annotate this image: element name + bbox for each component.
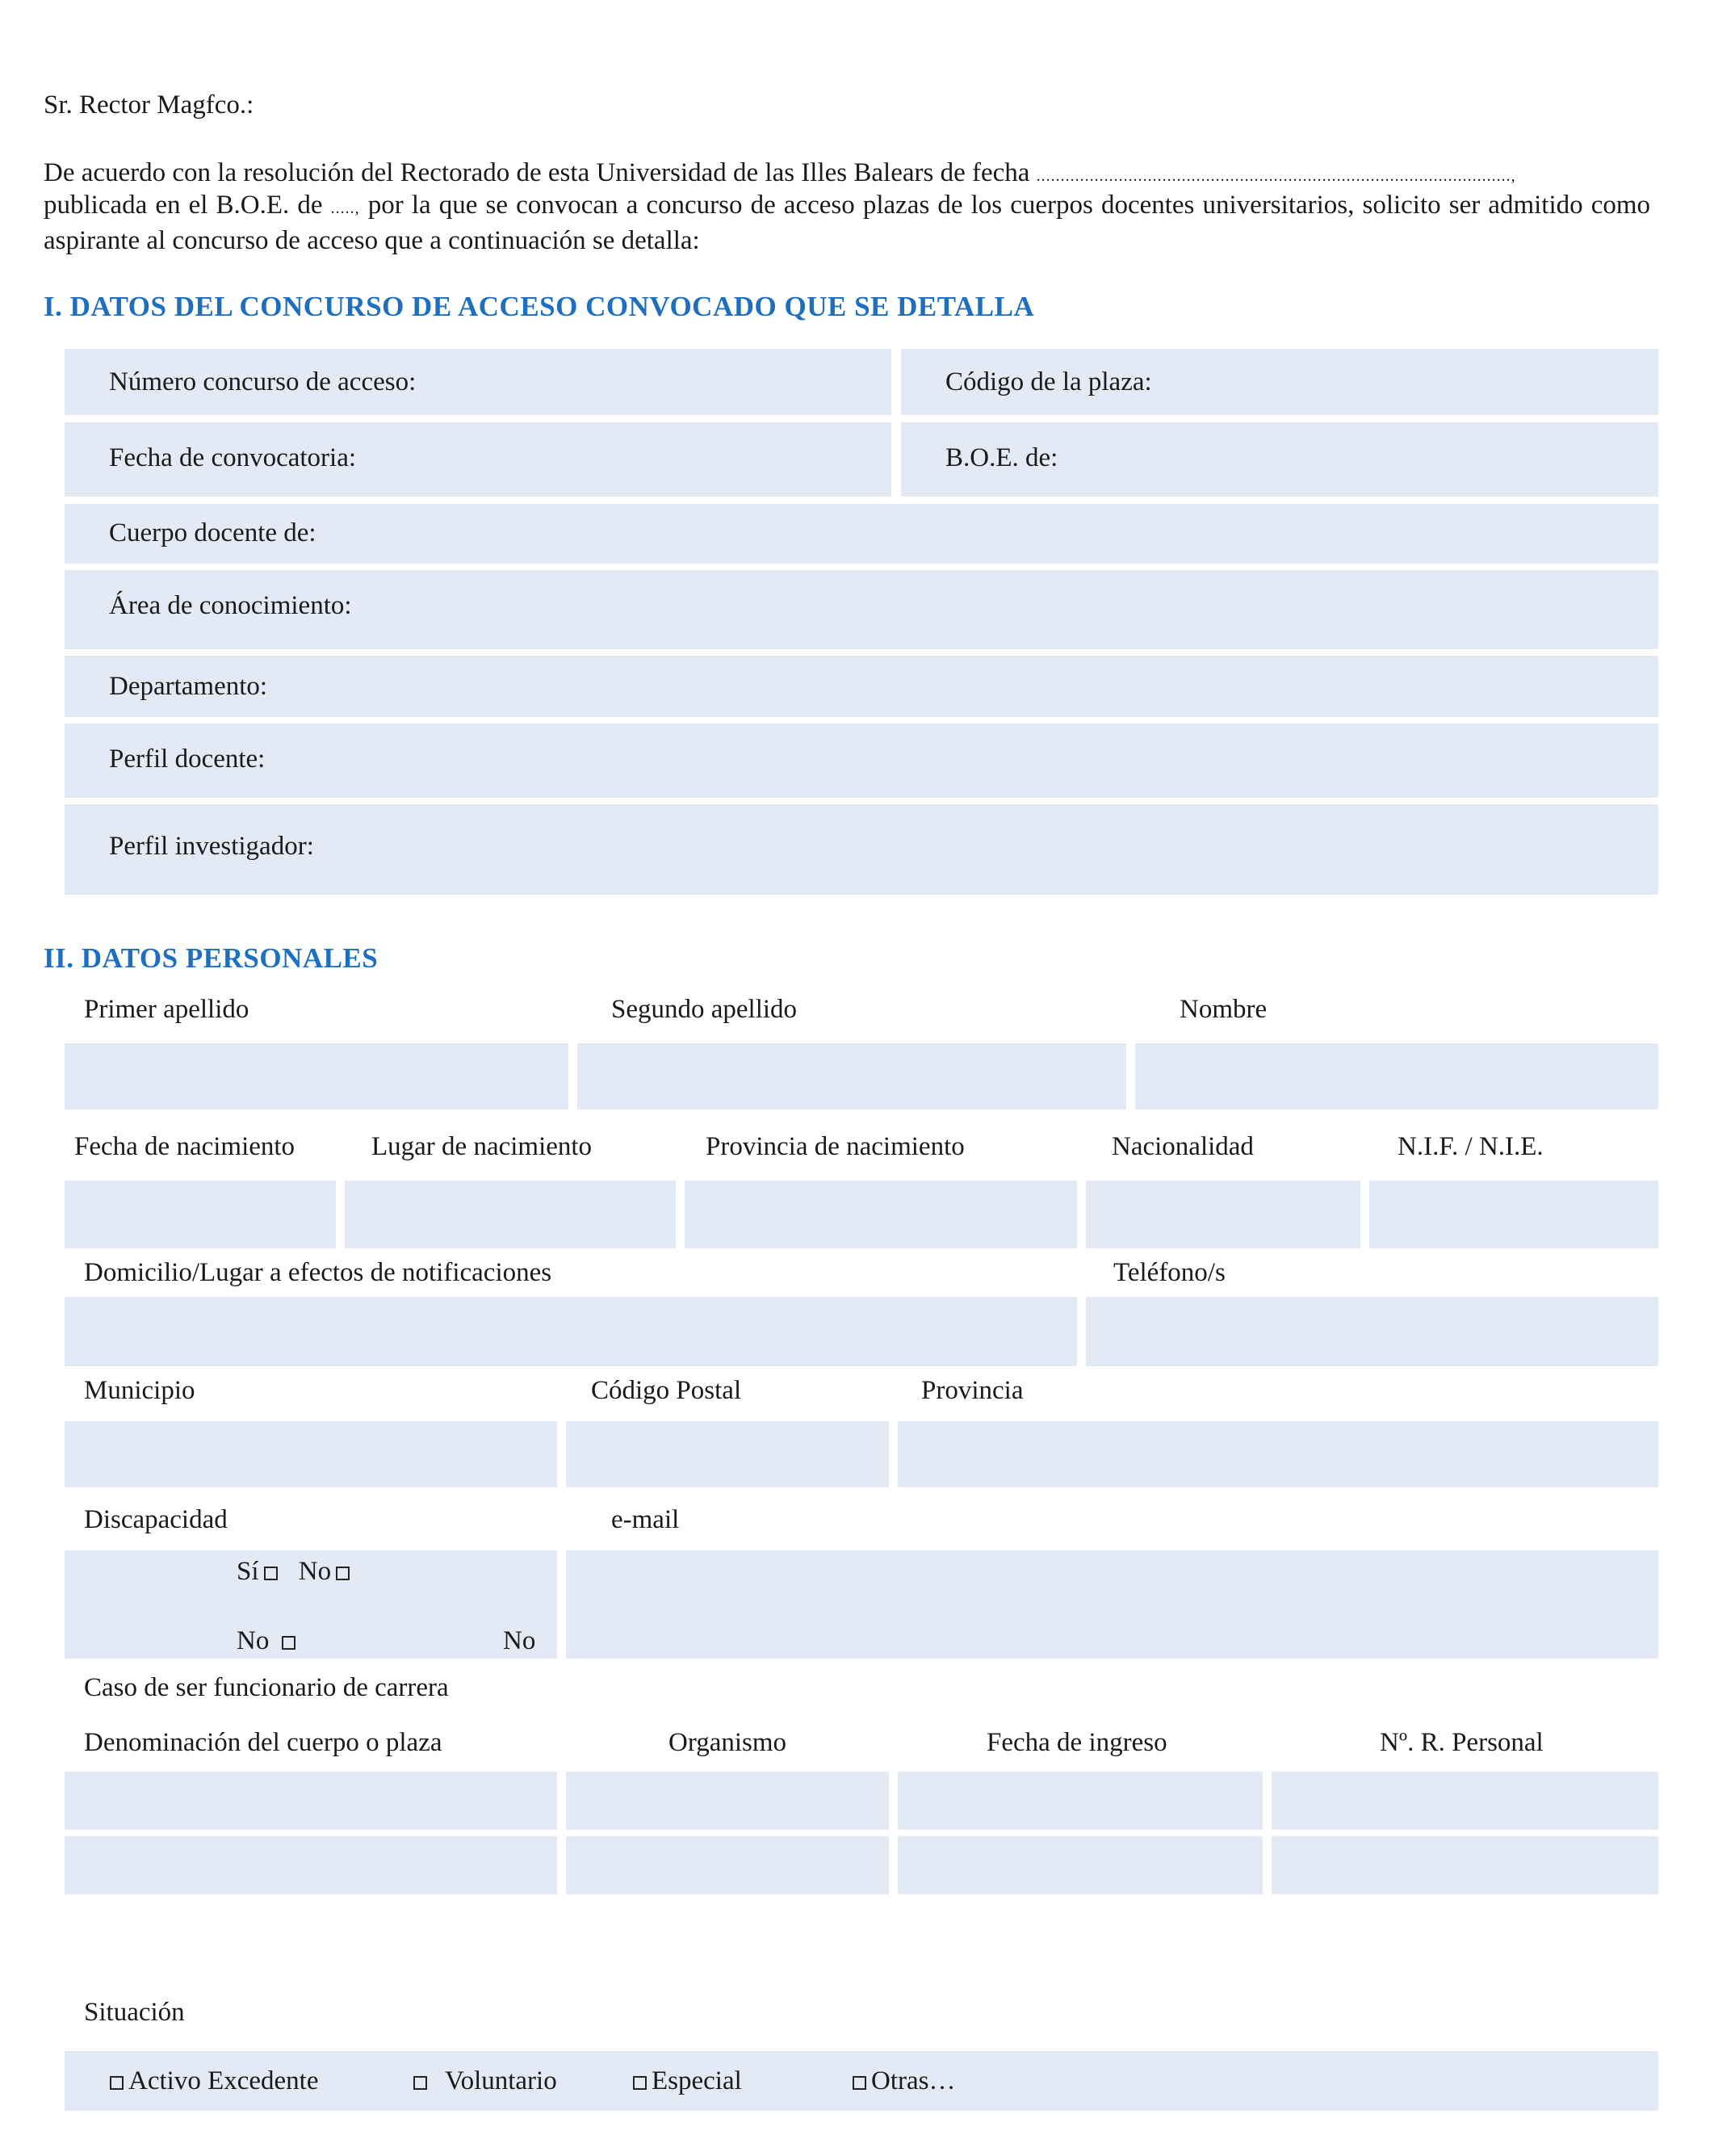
provincia-nacimiento-input[interactable] [685, 1181, 1077, 1248]
nro-personal-input-1[interactable] [1272, 1772, 1658, 1830]
primer-apellido-label: Primer apellido [84, 995, 249, 1024]
nro-personal-input-2[interactable] [1272, 1836, 1658, 1894]
lugar-nacimiento-input[interactable] [345, 1181, 676, 1248]
primer-apellido-input[interactable] [65, 1043, 568, 1109]
departamento-label: Departamento: [109, 672, 268, 701]
provincia-nacimiento-label: Provincia de nacimiento [706, 1132, 965, 1161]
domicilio-label: Domicilio/Lugar a efectos de notificaciones [84, 1258, 552, 1287]
letter-body-part1: De acuerdo con la resolución del Rectorado de esta Universidad de las Illes Balears de fecha [44, 158, 1030, 187]
telefono-input[interactable] [1086, 1297, 1658, 1366]
nombre-input[interactable] [1135, 1043, 1658, 1109]
fecha-nacimiento-label: Fecha de nacimiento [74, 1132, 295, 1161]
no-label: No [298, 1557, 332, 1586]
nro-personal-label: Nº. R. Personal [1380, 1728, 1544, 1757]
discapacidad-label: Discapacidad [84, 1505, 228, 1534]
fecha-ingreso-label: Fecha de ingreso [987, 1728, 1167, 1757]
telefono-label: Teléfono/s [1113, 1258, 1226, 1287]
nacionalidad-label: Nacionalidad [1112, 1132, 1254, 1161]
si-label: Sí [237, 1557, 259, 1586]
otras-label: Otras… [871, 2066, 956, 2095]
letter-body-part3: por la que se convocan a concurso de acceso plazas de los cuerpos docentes universitarios, solicito ser admitido como aspirante al concurso de acceso que a continuación se detalla: [44, 191, 1651, 255]
fecha-ingreso-input-2[interactable] [898, 1836, 1263, 1894]
cuerpo-docente-label: Cuerpo docente de: [109, 518, 316, 547]
perfil-investigador-field[interactable] [65, 804, 1658, 895]
nif-nie-input[interactable] [1369, 1181, 1658, 1248]
codigo-postal-input[interactable] [566, 1421, 889, 1487]
no-checkbox[interactable] [336, 1567, 350, 1580]
codigo-plaza-label: Código de la plaza: [945, 367, 1152, 396]
domicilio-input[interactable] [65, 1297, 1077, 1366]
boe-label: B.O.E. de: [945, 443, 1058, 472]
codigo-plaza-field[interactable] [901, 349, 1658, 415]
provincia-label: Provincia [921, 1376, 1024, 1405]
perfil-investigador-label: Perfil investigador: [109, 832, 314, 861]
salutation: Sr. Rector Magfco.: [44, 90, 254, 120]
provincia-input[interactable] [898, 1421, 1658, 1487]
letter-line-2 [44, 189, 1650, 257]
fecha-dots: .................................................................................................., [1036, 167, 1516, 185]
municipio-input[interactable] [65, 1421, 557, 1487]
especial-option[interactable] [633, 2065, 742, 2097]
otras-checkbox[interactable] [853, 2076, 866, 2090]
segundo-apellido-input[interactable] [577, 1043, 1126, 1109]
segundo-apellido-label: Segundo apellido [611, 995, 798, 1024]
fecha-ingreso-input-1[interactable] [898, 1772, 1263, 1830]
discapacidad-no-option[interactable] [237, 1625, 300, 1657]
cuerpo-docente-field[interactable] [65, 504, 1658, 564]
situacion-field [65, 2051, 1658, 2111]
no2-label: No [237, 1626, 270, 1655]
denominacion-input-2[interactable] [65, 1836, 557, 1894]
voluntario-option[interactable] [413, 2065, 557, 2097]
nif-nie-label: N.I.F. / N.I.E. [1398, 1132, 1544, 1161]
voluntario-label: Voluntario [445, 2066, 557, 2095]
denominacion-label: Denominación del cuerpo o plaza [84, 1728, 442, 1757]
letter-line-1 [44, 157, 1516, 192]
area-conocimiento-field[interactable] [65, 570, 1658, 649]
perfil-docente-field[interactable] [65, 724, 1658, 798]
email-input[interactable] [566, 1550, 1658, 1659]
perfil-docente-label: Perfil docente: [109, 745, 266, 774]
area-conocimiento-label: Área de conocimiento: [109, 591, 352, 620]
section1-heading: I. DATOS DEL CONCURSO DE ACCESO CONVOCADO QUE SE DETALLA [44, 291, 1035, 322]
departamento-field[interactable] [65, 656, 1658, 717]
organismo-input-2[interactable] [566, 1836, 889, 1894]
fecha-convocatoria-field[interactable] [65, 422, 891, 497]
email-label: e-mail [611, 1505, 680, 1534]
boe-field[interactable] [901, 422, 1658, 497]
numero-concurso-label: Número concurso de acceso: [109, 367, 417, 396]
municipio-label: Municipio [84, 1376, 195, 1405]
numero-concurso-field[interactable] [65, 349, 891, 415]
lugar-nacimiento-label: Lugar de nacimiento [371, 1132, 593, 1161]
activo-excedente-label: Activo Excedente [128, 2066, 319, 2095]
discapacidad-field [65, 1550, 557, 1659]
voluntario-checkbox[interactable] [413, 2076, 427, 2090]
organismo-label: Organismo [668, 1728, 787, 1757]
denominacion-input-1[interactable] [65, 1772, 557, 1830]
no3-label: No [503, 1626, 536, 1655]
activo-excedente-checkbox[interactable] [110, 2076, 124, 2090]
especial-label: Especial [652, 2066, 742, 2095]
fecha-nacimiento-input[interactable] [65, 1181, 336, 1248]
especial-checkbox[interactable] [633, 2076, 647, 2090]
otras-option[interactable] [853, 2065, 955, 2097]
situacion-label: Situación [84, 1998, 185, 2027]
si-checkbox[interactable] [264, 1567, 278, 1580]
codigo-postal-label: Código Postal [591, 1376, 742, 1405]
nombre-label: Nombre [1180, 995, 1268, 1024]
boe-dots: ....., [330, 199, 360, 217]
letter-body-part2: publicada en el B.O.E. de [44, 191, 323, 220]
fecha-convocatoria-label: Fecha de convocatoria: [109, 443, 357, 472]
nacionalidad-input[interactable] [1086, 1181, 1360, 1248]
activo-excedente-option[interactable] [110, 2065, 318, 2097]
caso-funcionario-label: Caso de ser funcionario de carrera [84, 1673, 449, 1702]
organismo-input-1[interactable] [566, 1772, 889, 1830]
section2-heading: II. DATOS PERSONALES [44, 942, 379, 974]
discapacidad-si-option[interactable] [237, 1555, 354, 1588]
no2-checkbox[interactable] [282, 1636, 295, 1650]
